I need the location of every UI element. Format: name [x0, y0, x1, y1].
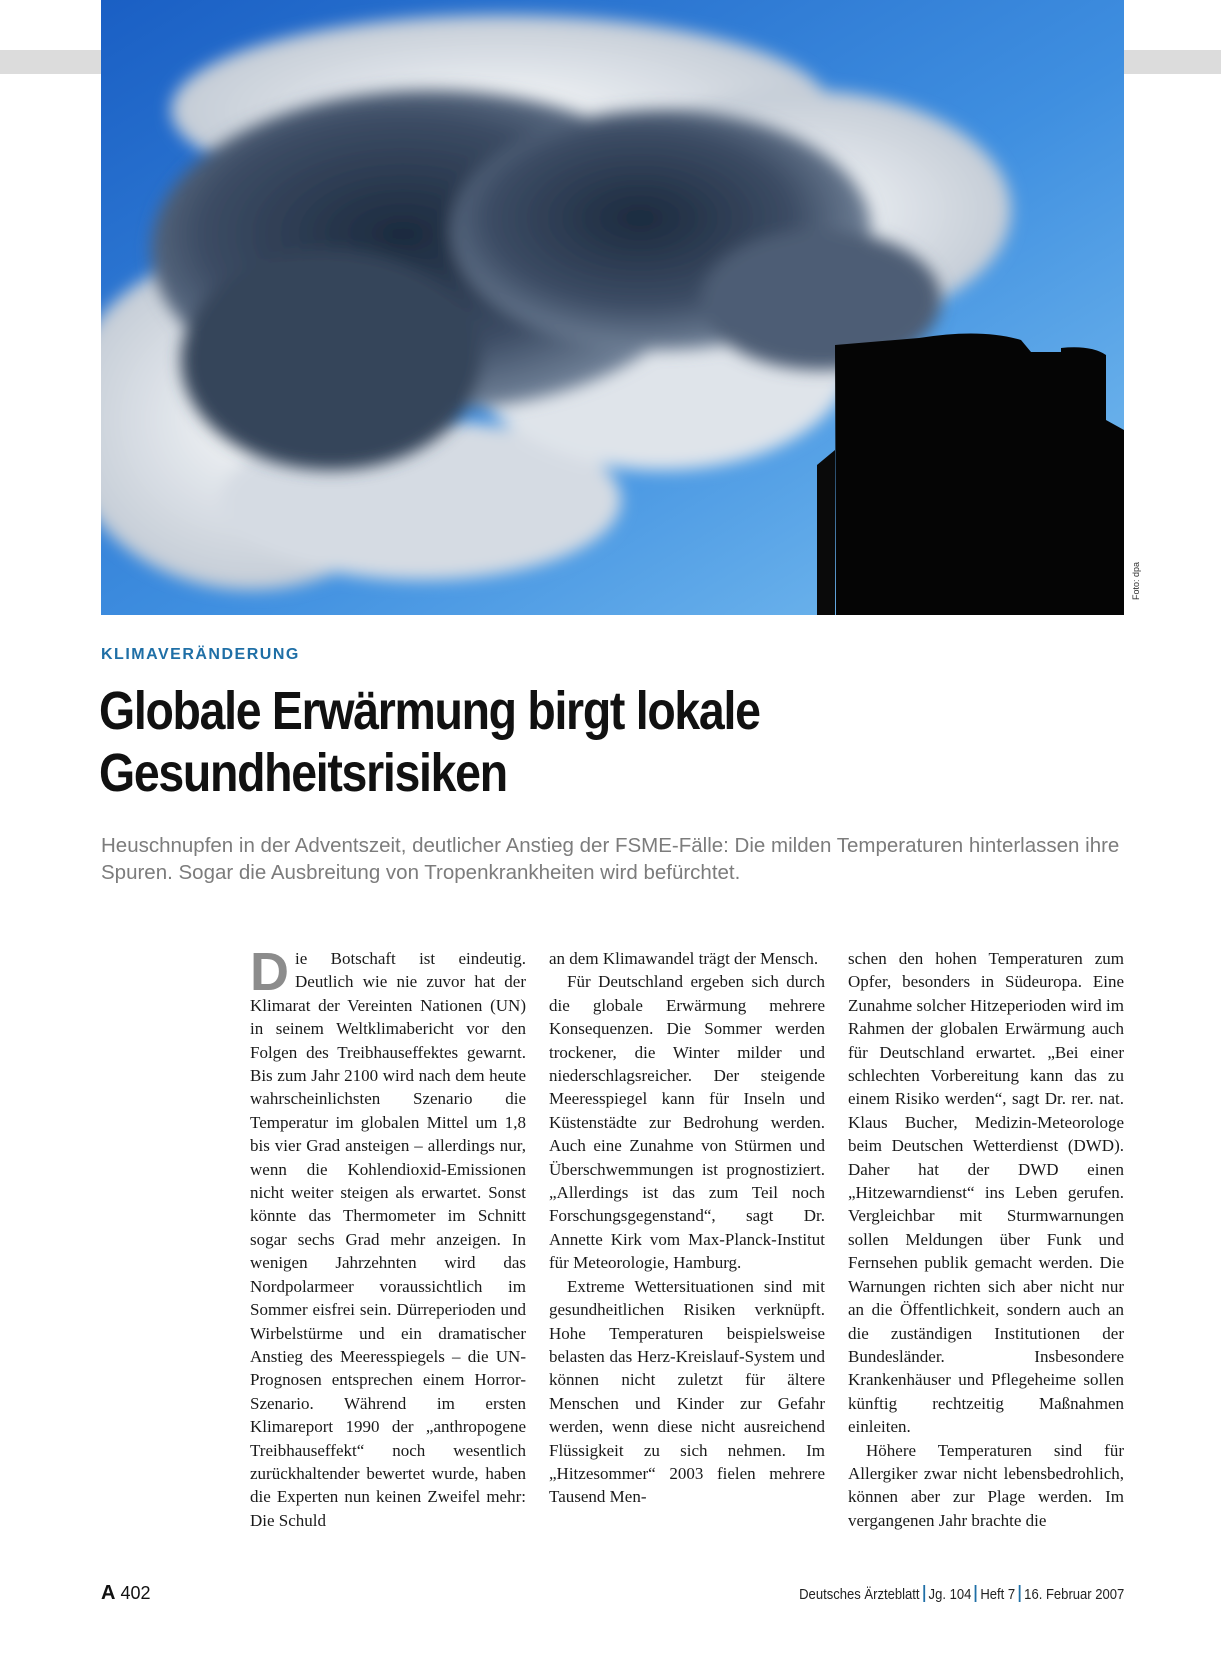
page-prefix: A: [101, 1582, 116, 1604]
footer-separator: [1018, 1585, 1020, 1602]
article-column-3: [848, 947, 1124, 1557]
article-column-2: [549, 947, 825, 1557]
column-3-paragraph-1: schen den hohen Temperaturen zum Opfer, besonders in Südeuropa. Eine Zunahme solcher Hitzeperioden wird im Rahmen der globalen Erwärmung auch für Deutschland erwartet. „Bei einer schlechten Vorbereitung kann das zu einem Risiko werden“, sagt Dr. rer. nat. Klaus Bucher, Medizin-Meteorologe beim Deutschen Wetterdienst (DWD). Daher hat der DWD einen „Hitzewarndienst“ ins Leben gerufen. Vergleichbar mit Sturmwarnungen sollen Meldungen über Funk und Fernsehen publik gemacht werden. Die Warnungen richten sich aber nicht nur an die Öffentlichkeit, sondern auch an die zuständigen Institutionen der Bundesländer. Insbesondere Krankenhäuser und Pflegeheime sollen künftig rechtzeitig Maßnahmen einleiten.: [848, 949, 1124, 1437]
photo-credit: Foto: dpa: [1131, 561, 1141, 600]
column-3-paragraph-2: Höhere Temperaturen sind für Allergiker zwar nicht lebensbedrohlich, können aber zur Plage werden. Im vergangenen Jahr brachte die: [848, 1440, 1124, 1530]
page-number: [101, 1582, 151, 1605]
column-2-paragraph-3: Extreme Wettersituationen sind mit gesundheitlichen Risiken verknüpft. Hohe Temperaturen beispielsweise belasten das Herz-Kreislauf-System und können nicht zuletzt für ältere Menschen und Kinder zur Gefahr werden, wenn diese nicht ausreichend Flüssigkeit zu sich nehmen. Im „Hitzesommer“ 2003 fielen mehrere Tausend Men-: [549, 1276, 825, 1507]
article-column-1: [250, 947, 526, 1557]
journal-name: Deutsches Ärzteblatt: [798, 1587, 920, 1603]
column-1-text: ie Botschaft ist eindeutig. Deutlich wie nie zuvor hat der Klimarat der Vereinten Nationen (UN) in seinem Weltklimabericht vor den Folgen des Treibhauseffektes gewarnt. Bis zum Jahr 2100 wird nach dem heute wahrscheinlichsten Szenario die Temperatur im globalen Mittel um 1,8 bis vier Grad ansteigen – allerdings nur, wenn die Kohlendioxid-Emissionen nicht weiter steigen als erwartet. Sonst könnte das Thermometer im Schnitt sogar sechs Grad mehr anzeigen. In wenigen Jahrzehnten wird das Nordpolarmeer voraussichtlich im Sommer eisfrei sein. Dürreperioden und Wirbelstürme und ein dramatischer Anstieg des Meeresspiegels – die UN-Prognosen entsprechen einem Horror-Szenario. Während im ersten Klimareport 1990 der „anthropogene Treibhauseffekt“ noch wesentlich zurückhaltender bewertet wurde, haben die Experten nun keinen Zweifel mehr: Die Schuld: [250, 949, 526, 1530]
left-margin-tab: [0, 50, 101, 74]
journal-issue: Heft 7: [980, 1587, 1015, 1603]
page-number-value: 402: [120, 1583, 151, 1603]
footer-separator: [923, 1585, 925, 1602]
column-2-paragraph-1: an dem Klimawandel trägt der Mensch.: [549, 949, 819, 968]
article-headline: Globale Erwärmung birgt lokale Gesundheitsrisiken: [99, 681, 760, 803]
article-standfirst: Heuschnupfen in der Adventszeit, deutlicher Anstieg der FSME-Fälle: Die milden Temperaturen hinterlassen ihre Spuren. Sogar die Ausbreitung von Tropenkrankheiten wird befürchtet.: [101, 834, 1120, 884]
footer-separator: [975, 1585, 977, 1602]
smokestack-photo: [101, 0, 1124, 615]
section-kicker: KLIMAVERÄNDERUNG: [101, 646, 300, 663]
journal-footer: [799, 1585, 1124, 1603]
journal-date: 16. Februar 2007: [1023, 1587, 1124, 1603]
drop-cap: D: [250, 947, 289, 1002]
journal-volume: Jg. 104: [928, 1587, 972, 1603]
column-1-paragraph: [250, 947, 526, 1532]
column-2-paragraph-2: Für Deutschland ergeben sich durch die globale Erwärmung mehrere Konsequenzen. Die Sommer werden trockener, die Winter milder und niederschlagsreicher. Der steigende Meeresspiegel kann für Inseln und Küstenstädte zur Bedrohung werden. Auch eine Zunahme von Stürmen und Überschwemmungen ist prognostiziert. „Allerdings ist das zum Teil noch Forschungsgegenstand“, sagt Dr. Annette Kirk vom Max-Planck-Institut für Meteorologie, Hamburg.: [549, 972, 825, 1273]
right-margin-tab: [1124, 50, 1221, 74]
